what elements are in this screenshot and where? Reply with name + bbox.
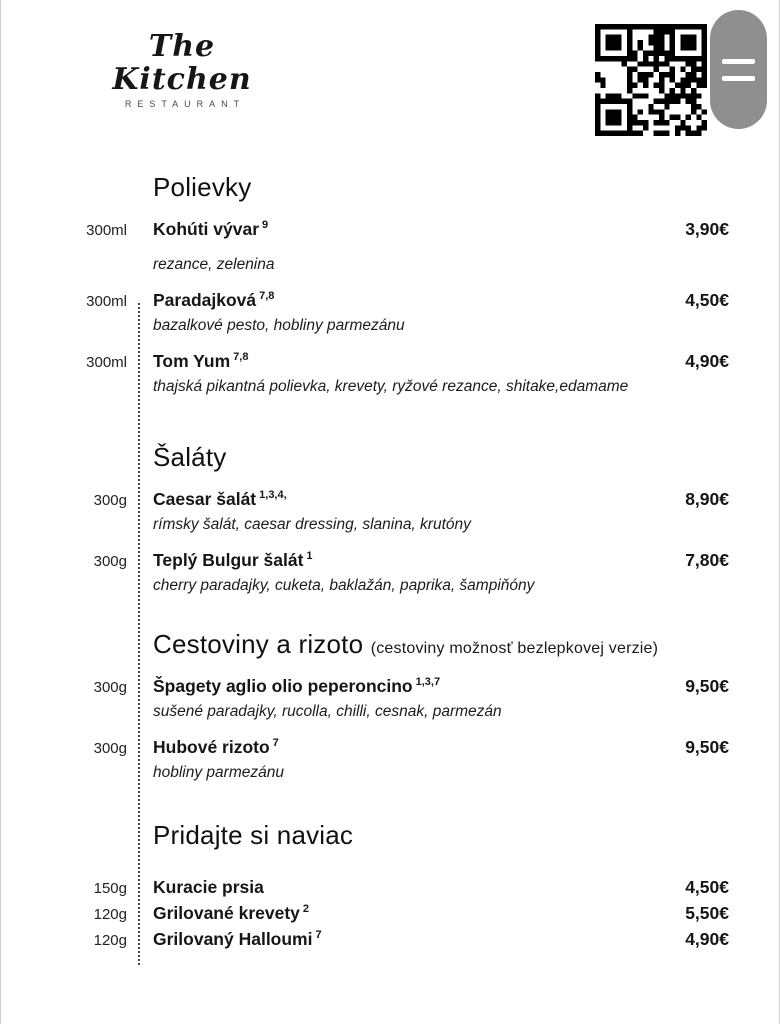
item-price: 5,50€ — [685, 903, 729, 923]
section-soups — [1, 172, 729, 396]
item-description: hobliny parmezánu — [153, 764, 284, 781]
menu-item — [1, 877, 729, 898]
menu-content — [1, 172, 779, 950]
item-quantity: 300ml — [86, 354, 127, 371]
menu-item — [1, 489, 729, 534]
menu-item — [1, 737, 729, 782]
item-body — [127, 929, 729, 950]
item-name: Hubové rizoto $^7$ — [153, 737, 279, 757]
restaurant-logo — [97, 30, 267, 109]
item-name: Kohúti vývar $^9$ — [153, 219, 269, 239]
item-price: 8,90€ — [685, 489, 729, 509]
item-quantity: 300g — [93, 492, 127, 509]
section-title — [153, 820, 729, 851]
item-quantity: 150g — [93, 880, 127, 897]
allergen-numbers: 1 — [306, 550, 313, 563]
menu-item — [1, 550, 729, 595]
menu-item — [1, 676, 729, 721]
menu-item — [1, 929, 729, 950]
item-body — [127, 676, 729, 721]
item-quantity: 300g — [93, 553, 127, 570]
section-title — [153, 172, 729, 203]
item-name: Grilovaný Halloumi $^7$ — [153, 929, 322, 949]
item-quantity: 300ml — [86, 293, 127, 310]
item-price: 9,50€ — [685, 676, 729, 696]
menu-item — [1, 290, 729, 335]
item-description: rímsky šalát, caesar dressing, slanina, krutóny — [153, 516, 471, 533]
item-body — [127, 290, 729, 335]
item-price: 4,90€ — [685, 351, 729, 371]
item-body — [127, 737, 729, 782]
allergen-numbers: 9 — [262, 219, 269, 232]
item-body — [127, 877, 729, 898]
allergen-numbers: 1,3,7 — [415, 676, 441, 689]
hamburger-icon — [722, 76, 755, 81]
item-description: bazalkové pesto, hobliny parmezánu — [153, 317, 405, 334]
item-name: Teplý Bulgur šalát $^1$ — [153, 550, 313, 570]
logo-tagline: RESTAURANT — [124, 99, 246, 109]
menu-item — [1, 219, 729, 274]
menu-item — [1, 903, 729, 924]
hamburger-icon — [722, 59, 755, 64]
allergen-numbers: 7 — [315, 929, 322, 942]
item-price: 4,50€ — [685, 290, 729, 310]
item-description: rezance, zelenina — [153, 256, 275, 273]
logo-name: The Kitchen — [112, 29, 252, 97]
item-price: 3,90€ — [685, 219, 729, 239]
page-header — [1, 0, 779, 152]
menu-item — [1, 351, 729, 396]
section-title — [153, 442, 729, 473]
item-description: cherry paradajky, cuketa, baklažán, paprika, šampiňóny — [153, 577, 535, 594]
item-name: Špagety aglio olio peperoncino $^{1,3,7}$ — [153, 676, 441, 696]
section-title — [153, 629, 729, 660]
qr-code-image — [595, 24, 707, 136]
section-pasta-risotto — [1, 629, 729, 782]
allergen-numbers: 2 — [302, 903, 310, 916]
item-body — [127, 351, 729, 396]
section-title-text: Polievky — [153, 172, 252, 202]
item-body — [127, 489, 729, 534]
section-title-text: Cestoviny a rizoto — [153, 629, 364, 659]
item-body — [127, 219, 729, 274]
item-quantity: 300ml — [86, 222, 127, 239]
item-price: 7,80€ — [685, 550, 729, 570]
allergen-numbers: 7,8 — [259, 290, 275, 303]
item-body — [127, 903, 729, 924]
item-name: Grilované krevety $^2$ — [153, 903, 310, 923]
section-note: (cestoviny možnosť bezlepkovej verzie) — [370, 640, 659, 657]
section-extras — [1, 820, 729, 950]
section-salads — [1, 442, 729, 595]
item-name: Tom Yum $^{7,8}$ — [153, 351, 249, 371]
item-quantity: 120g — [93, 932, 127, 949]
qr-code — [595, 24, 707, 136]
item-name: Kuracie prsia — [153, 877, 264, 897]
item-name: Caesar šalát $^{1,3,4,}$ — [153, 489, 287, 509]
item-quantity: 300g — [93, 740, 127, 757]
allergen-numbers: 1,3,4, — [259, 489, 287, 502]
allergen-numbers: 7,8 — [233, 351, 249, 364]
item-price: 9,50€ — [685, 737, 729, 757]
allergen-numbers: 7 — [272, 737, 279, 750]
hamburger-menu-button[interactable] — [710, 10, 767, 129]
item-body — [127, 550, 729, 595]
item-description: thajská pikantná polievka, krevety, ryžové rezance, shitake,edamame — [153, 378, 629, 395]
item-price: 4,90€ — [685, 929, 729, 949]
section-title-text: Pridajte si naviac — [153, 820, 354, 850]
item-name: Paradajková $^{7,8}$ — [153, 290, 275, 310]
section-title-text: Šaláty — [153, 442, 227, 472]
item-quantity: 120g — [93, 906, 127, 923]
item-quantity: 300g — [93, 679, 127, 696]
item-description: sušené paradajky, rucolla, chilli, cesnak, parmezán — [153, 703, 502, 720]
item-price: 4,50€ — [685, 877, 729, 897]
